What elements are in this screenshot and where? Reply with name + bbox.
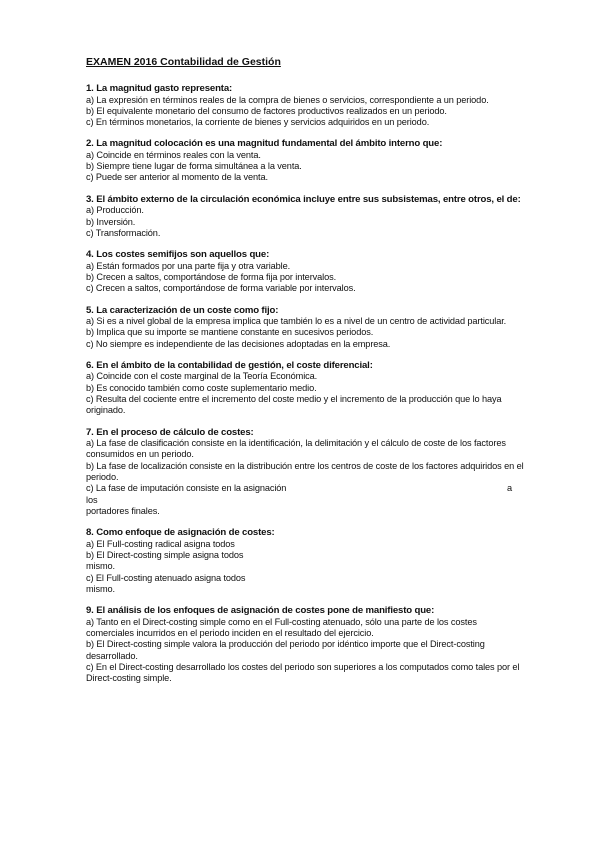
- question-title: 3. El ámbito externo de la circulación económica incluye entre sus subsistemas, entre otros, el de:: [86, 193, 521, 205]
- question-title: 6. En el ámbito de la contabilidad de gestión, el coste diferencial:: [86, 359, 373, 371]
- option-c: c) Crecen a saltos, comportándose de forma variable por intervalos.: [86, 283, 356, 294]
- option-c: c) En términos monetarios, la corriente de bienes y servicios adquiridos en un periodo.: [86, 117, 430, 128]
- option-c: c) En el Direct-costing desarrollado los costes del periodo son superiores a los computados como tales por el Direct-costing simple.: [86, 661, 520, 684]
- option-b: b) La fase de localización consiste en la distribución entre los centros de coste de los factores adquiridos en el periodo.: [86, 460, 524, 483]
- option-b: b) El Direct-costing simple valora la producción del periodo por idéntico importe que el Direct-costing desarrollado.: [86, 639, 485, 661]
- option-a: a) Producción.: [86, 205, 144, 216]
- option-b: b) Implica que su importe se mantiene constante en sucesivos periodos.: [86, 327, 374, 338]
- option-c: c) Transformación.: [86, 227, 161, 238]
- option-a: a) Están formados por una parte fija y otra variable.: [86, 260, 291, 271]
- question-2: [86, 138, 526, 183]
- option-a: a) El Full-costing radical asigna todos: [86, 538, 235, 549]
- option-a: a) Coincide en términos reales con la venta.: [86, 149, 261, 160]
- option-b: b) Crecen a saltos, comportándose de forma fija por intervalos.: [86, 271, 337, 282]
- question-8: [86, 527, 526, 595]
- question-title: 4. Los costes semifijos son aquellos que:: [86, 249, 270, 261]
- question-4: [86, 249, 526, 294]
- question-6: [86, 360, 526, 417]
- option-b: b) Siempre tiene lugar de forma simultánea a la venta.: [86, 161, 302, 172]
- option-c: c) Puede ser anterior al momento de la venta.: [86, 172, 268, 183]
- question-9: [86, 605, 526, 684]
- option-b: b) El Direct-costing simple asigna todos: [86, 550, 244, 561]
- question-title: 9. El análisis de los enfoques de asignación de costes pone de manifiesto que:: [86, 605, 435, 617]
- option-c-continued: mismo.: [86, 583, 116, 594]
- document-title: EXAMEN 2016 Contabilidad de Gestión: [86, 56, 281, 68]
- option-a: a) Coincide con el coste marginal de la Teoría Económica.: [86, 371, 318, 382]
- option-c: c) El Full-costing atenuado asigna todos: [86, 572, 246, 583]
- option-c-line3: portadores finales.: [86, 505, 160, 516]
- document-body: [86, 56, 526, 694]
- option-b: b) El equivalente monetario del consumo de factores productivos realizados en un periodo.: [86, 105, 447, 116]
- option-a: a) Si es a nivel global de la empresa implica que también lo es a nivel de un centro de actividad particular.: [86, 316, 507, 327]
- option-a: a) Tanto en el Direct-costing simple como en el Full-costing atenuado, sólo una parte de los costes comerciales incurridos en el periodo inciden en el resultado del ejercicio.: [86, 616, 477, 638]
- question-title: 5. La caracterización de un coste como fijo:: [86, 304, 279, 316]
- option-c: [86, 483, 512, 494]
- option-b-continued: mismo.: [86, 561, 116, 572]
- option-a: a) La expresión en términos reales de la compra de bienes o servicios, correspondiente a un periodo.: [86, 94, 489, 105]
- question-title: 7. En el proceso de cálculo de costes:: [86, 426, 254, 438]
- question-7: [86, 427, 526, 518]
- option-c-text: c) La fase de imputación consiste en la asignación: [86, 483, 287, 494]
- option-c-line2: los: [86, 494, 98, 505]
- question-title: 8. Como enfoque de asignación de costes:: [86, 527, 275, 539]
- question-title: 2. La magnitud colocación es una magnitud fundamental del ámbito interno que:: [86, 138, 443, 150]
- question-5: [86, 305, 526, 350]
- option-b: b) Inversión.: [86, 216, 136, 227]
- question-3: [86, 194, 526, 239]
- option-c: c) Resulta del cociente entre el incremento del coste medio y el incremento de la producción que lo haya originado.: [86, 394, 502, 416]
- question-title: 1. La magnitud gasto representa:: [86, 83, 233, 94]
- option-a: a) La fase de clasificación consiste en la identificación, la delimitación y el cálculo de coste de los factores consumidos en un periodo.: [86, 438, 506, 460]
- option-b: b) Es conocido también como coste suplementario medio.: [86, 382, 317, 393]
- question-1: [86, 83, 526, 128]
- option-c: c) No siempre es independiente de las decisiones adoptadas en la empresa.: [86, 338, 391, 349]
- option-c-trailing: a: [506, 483, 512, 494]
